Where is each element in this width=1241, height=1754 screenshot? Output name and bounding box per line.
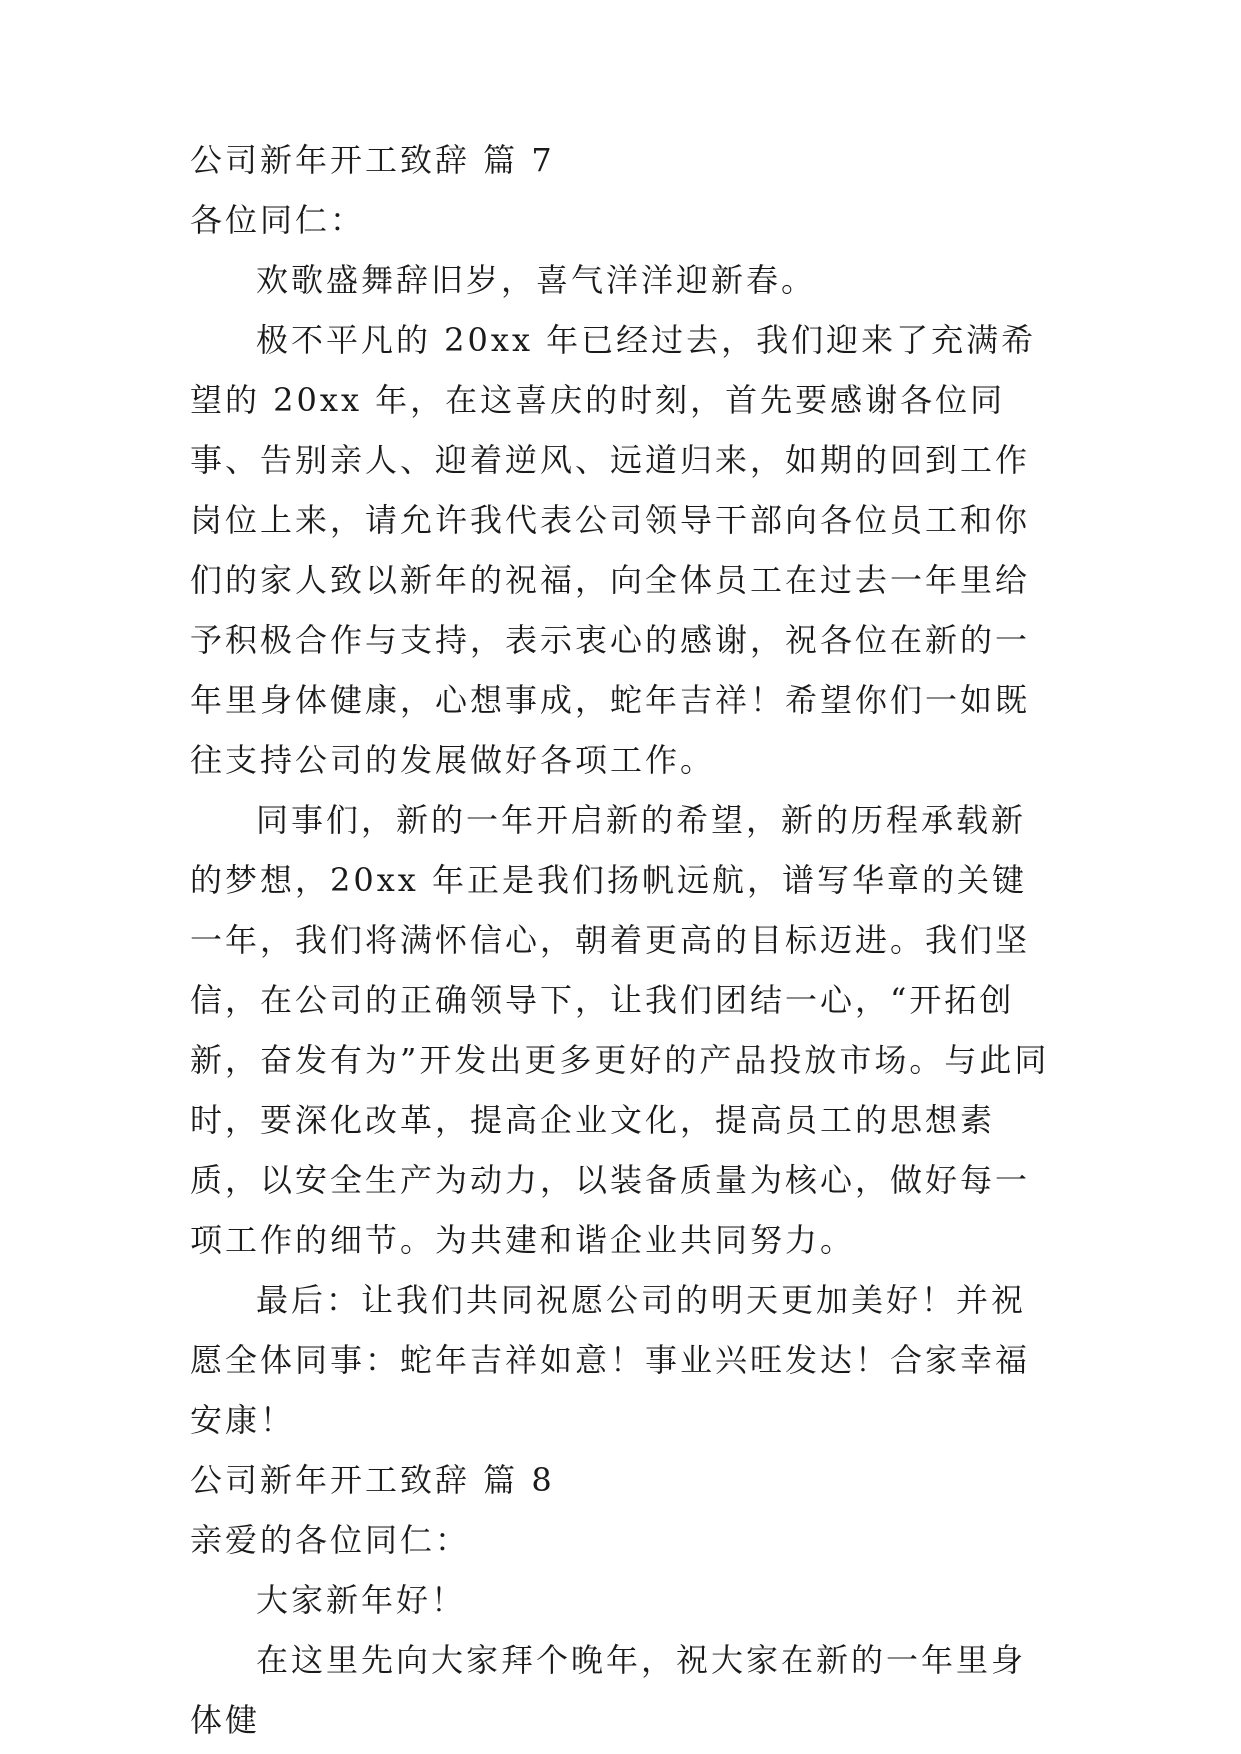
section-7-paragraph-3: 同事们，新的一年开启新的希望，新的历程承载新的梦想，20xx 年正是我们扬帆远航，谱写华章的关键一年，我们将满怀信心，朝着更高的目标迈进。我们坚信，在公司的正确领导下，让我们团结一心，“开拓创新，奋发有为”开发出更多更好的产品投放市场。与此同时，要深化改革，提高企业文化，提高员工的思想素质，以安全生产为动力，以装备质量为核心，做好每一项工作的细节。为共建和谐企业共同努力。 — [190, 801, 1050, 1259]
section-7-title: 公司新年开工致辞 篇 7 — [190, 141, 555, 179]
section-8-salutation: 亲爱的各位同仁： — [190, 1521, 471, 1559]
section-7-paragraph-1: 欢歌盛舞辞旧岁，喜气洋洋迎新春。 — [256, 261, 817, 299]
section-7-paragraph-2: 极不平凡的 20xx 年已经过去，我们迎来了充满希望的 20xx 年，在这喜庆的时刻，首先要感谢各位同事、告别亲人、迎着逆风、远道归来，如期的回到工作岗位上来，请允许我代表公司领导干部向各位员工和你们的家人致以新年的祝福，向全体员工在过去一年里给予积极合作与支持，表示衷心的感谢，祝各位在新的一年里身体健康，心想事成，蛇年吉祥！希望你们一如既往支持公司的发展做好各项工作。 — [190, 321, 1037, 779]
section-7-paragraph-4: 最后：让我们共同祝愿公司的明天更加美好！并祝愿全体同事：蛇年吉祥如意！事业兴旺发达！合家幸福安康！ — [190, 1281, 1031, 1439]
section-8-title: 公司新年开工致辞 篇 8 — [190, 1461, 555, 1499]
section-8-paragraph-2: 在这里先向大家拜个晚年，祝大家在新的一年里身体健 — [190, 1641, 1027, 1739]
section-7-salutation: 各位同仁： — [190, 201, 366, 239]
document-body — [190, 130, 1050, 1750]
section-8-paragraph-1: 大家新年好！ — [256, 1581, 467, 1619]
